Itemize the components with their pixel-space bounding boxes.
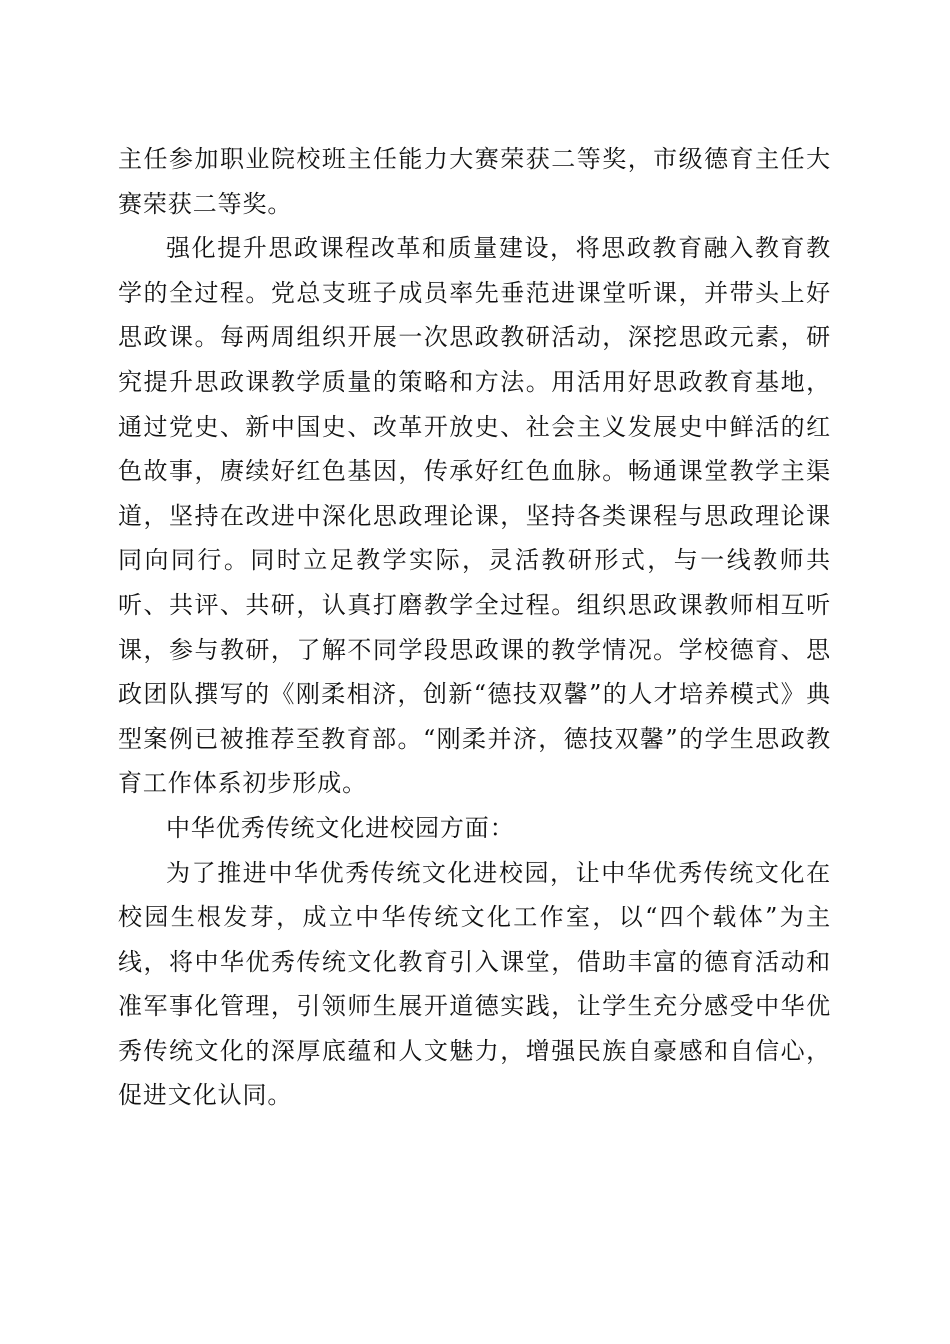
paragraph-award-continuation: 主任参加职业院校班主任能力大赛荣获二等奖，市级德育主任大赛荣获二等奖。 [118,145,831,218]
document-page [118,137,831,1118]
paragraph-ideological-course-reform: 强化提升思政课程改革和质量建设，将思政教育融入教育教学的全过程。党总支班子成员率先垂范进课堂听课，并带头上好思政课。每两周组织开展一次思政教研活动，深挖思政元素，研究提升思政课教学质量的策略和方法。用活用好思政教育基地，通过党史、新中国史、改革开放史、社会主义发展史中鲜活的红色故事，赓续好红色基因，传承好红色血脉。畅通课堂教学主渠道，坚持在改进中深化思政理论课，坚持各类课程与思政理论课同向同行。同时立足教学实际，灵活教研形式，与一线教师共听、共评、共研，认真打磨教学全过程。组织思政课教师相互听课，参与教研，了解不同学段思政课的教学情况。学校德育、思政团队撰写的《刚柔相济，创新“德技双馨”的人才培养模式》典型案例已被推荐至教育部。“刚柔并济，德技双馨”的学生思政教育工作体系初步形成。 [118,234,831,798]
section-heading-traditional-culture: 中华优秀传统文化进校园方面： [166,813,515,842]
paragraph-traditional-culture-campus: 为了推进中华优秀传统文化进校园，让中华优秀传统文化在校园生根发芽，成立中华传统文化工作室，以“四个载体”为主线，将中华优秀传统文化教育引入课堂，借助丰富的德育活动和准军事化管理，引领师生展开道德实践，让学生充分感受中华优秀传统文化的深厚底蕴和人文魅力，增强民族自豪感和自信心，促进文化认同。 [118,858,831,1110]
